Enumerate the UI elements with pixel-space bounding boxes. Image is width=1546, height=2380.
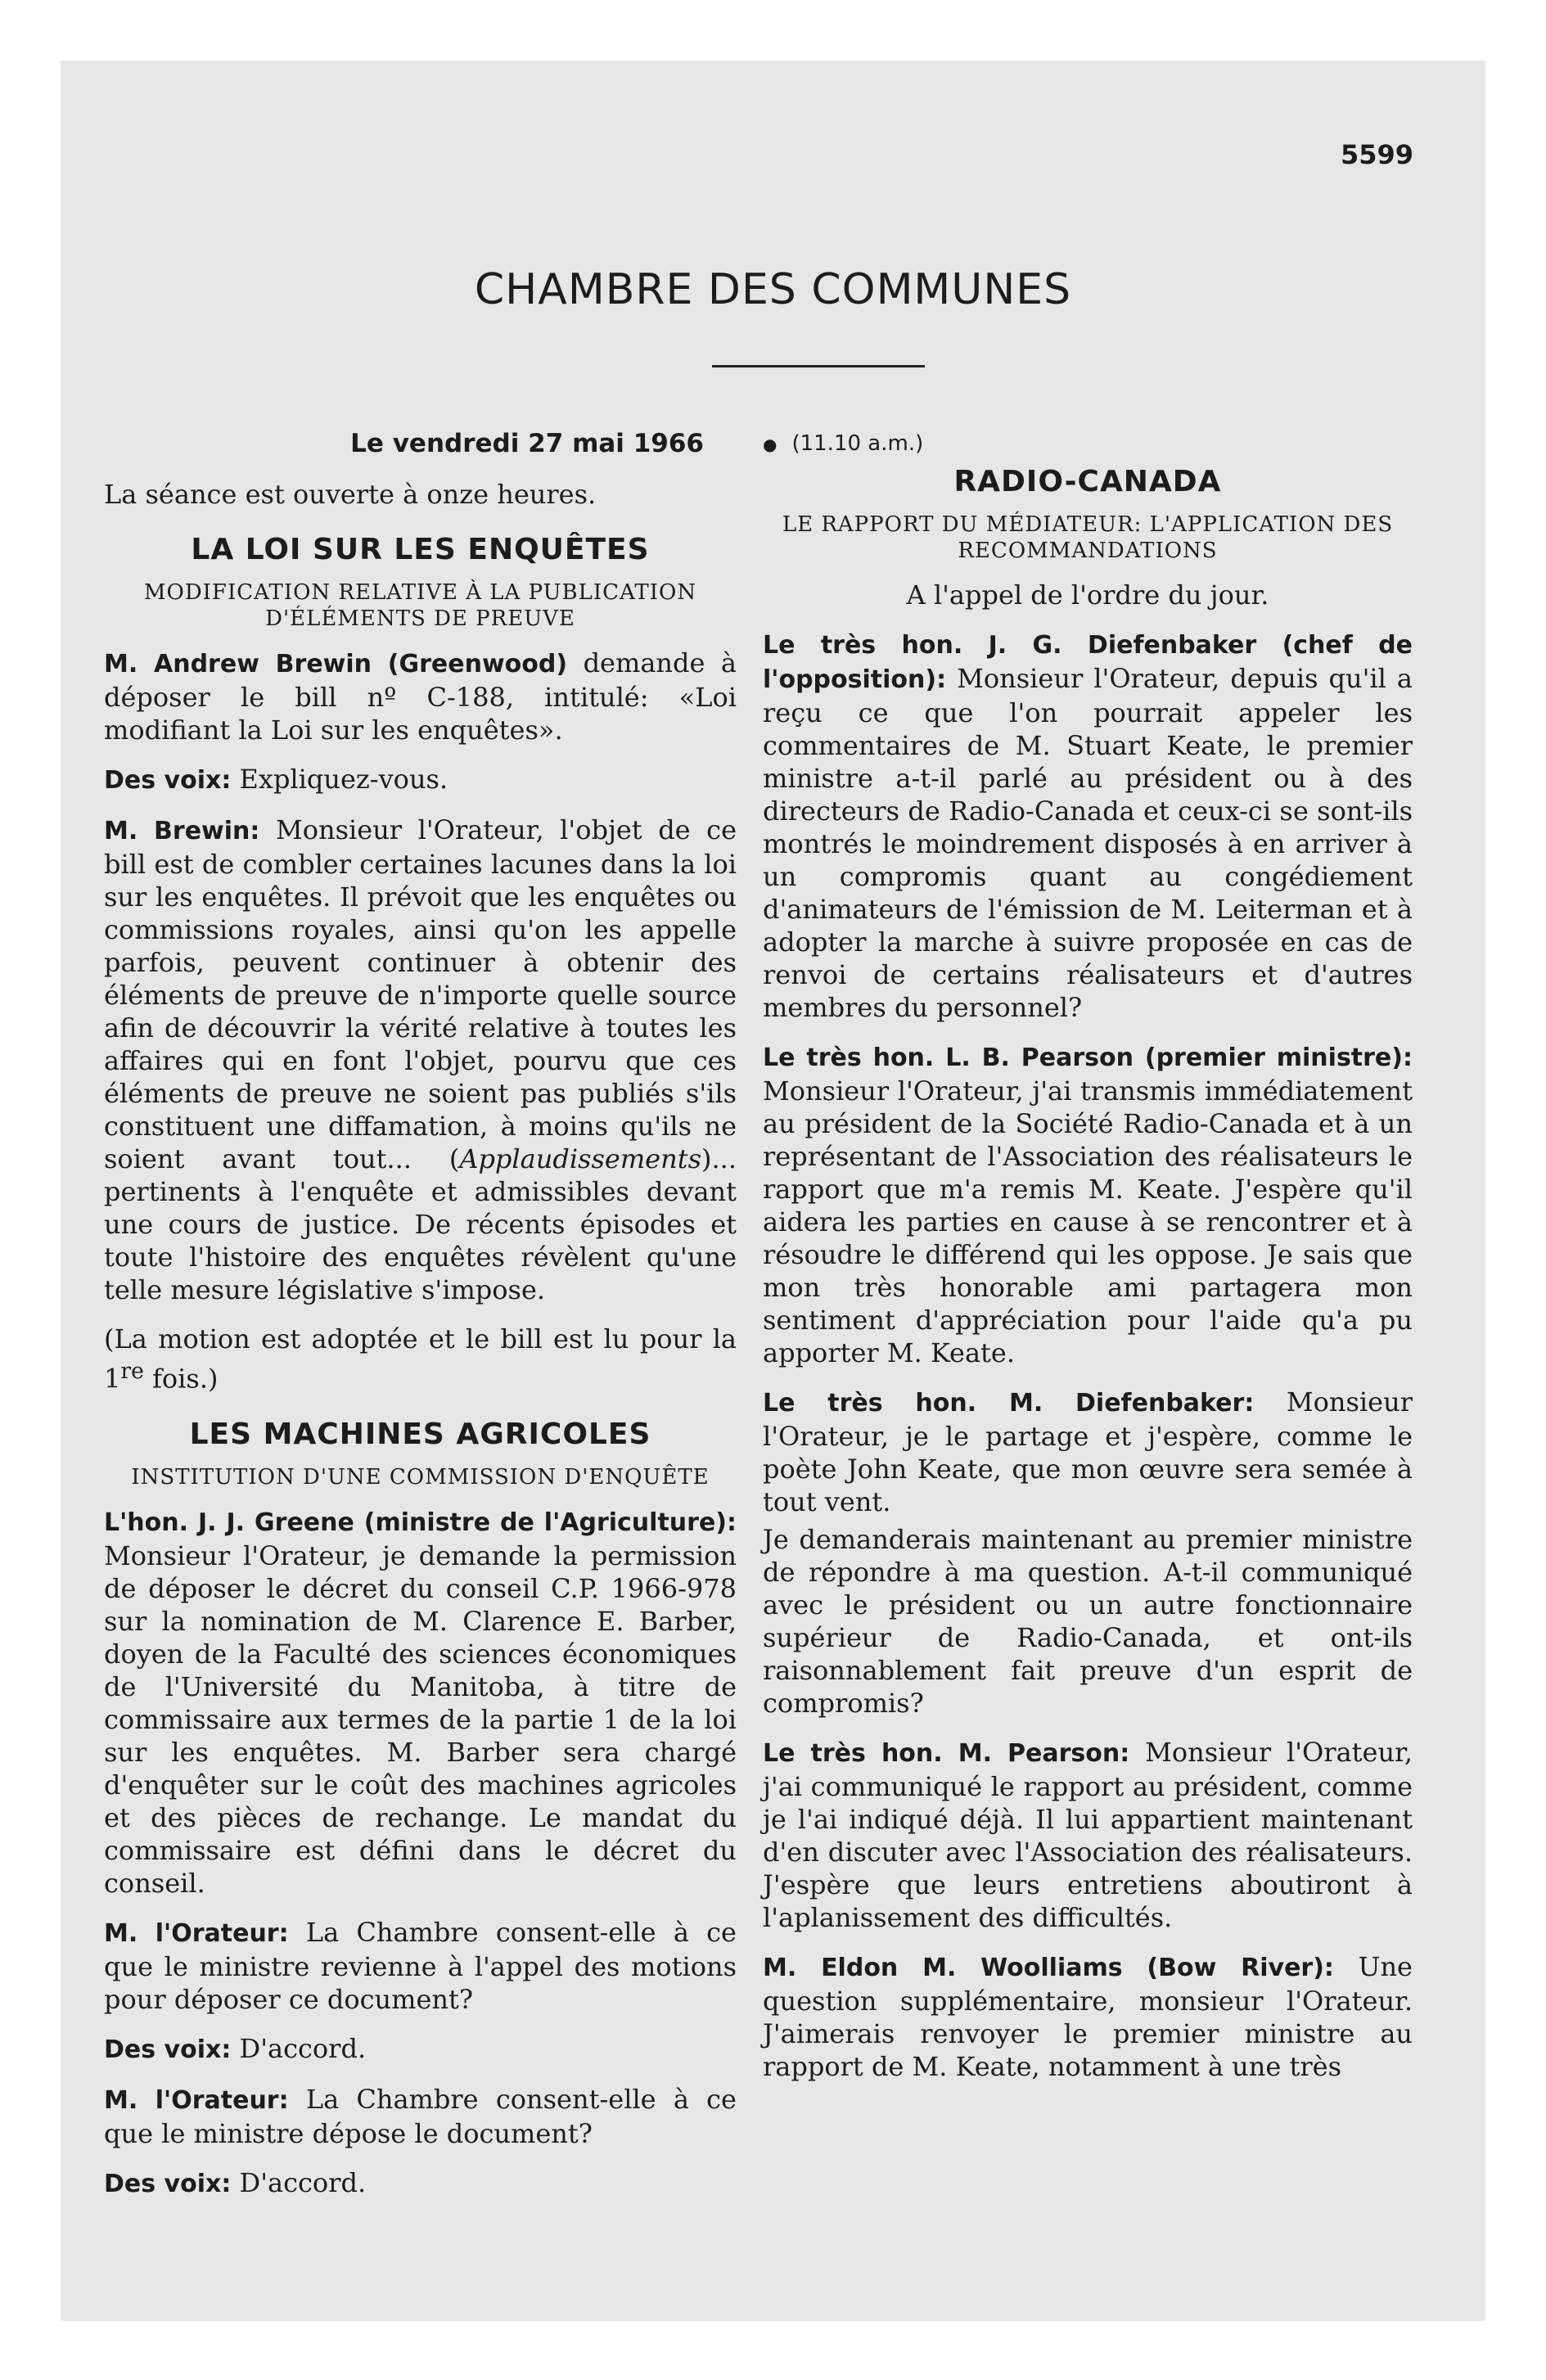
section-subheading-radio-canada: LE RAPPORT DU MÉDIATEUR: L'APPLICATION DES RECOMMANDATIONS: [782, 512, 1394, 563]
bullet-icon: ●: [763, 434, 778, 454]
paragraph: [104, 2083, 737, 2150]
paragraph: [104, 647, 737, 746]
speaker-name: M. l'Orateur:: [104, 1918, 289, 1948]
speech-text: D'accord.: [231, 2032, 367, 2064]
speech-text: demande à déposer le bill nº C-188, intitulé: «Loi modifiant la Loi sur les enquêtes».: [104, 647, 737, 746]
speaker-name: M. Eldon M. Woolliams (Bow River):: [763, 1953, 1334, 1982]
paragraph: [763, 1386, 1413, 1518]
speech-text: Monsieur l'Orateur, l'objet de ce bill est de combler certaines lacunes dans la loi sur les enquêtes. Il prévoit que les enquêtes ou commissions royales, ainsi qu'on les appelle parfois, peuvent continuer à obtenir des éléments de preuve de n'importe quelle source afin de découvrir la vérité relative à toutes les affaires qui en font l'objet, pourvu que ces éléments de preuve ne soient pas publiés s'ils constituent une diffamation, à moins qu'ils ne soient avant tout... (: [104, 814, 737, 1174]
paragraph: [104, 763, 737, 797]
speech-text: Monsieur l'Orateur, depuis qu'il a reçu ce que l'on pourrait appeler les commentaires de M. Stuart Keate, le premier ministre a-t-il parlé au président ou à des directeurs de Radio-Canada et ceux-ci se sont-ils montrés le moindrement disposés à en arriver à un compromis quant au congédiement d'animateurs de l'émission de M. Leiterman et à adopter la marche à suivre proposée en cas de renvoi de certains réalisateurs et d'autres membres du personnel?: [763, 662, 1413, 1023]
speech-text: Monsieur l'Orateur, je le partage et j'espère, comme le poète John Keate, que mon œuvre sera semée à tout vent.: [763, 1386, 1413, 1517]
opening-line: La séance est ouverte à onze heures.: [104, 479, 597, 510]
speech-text: La Chambre consent-elle à ce que le ministre dépose le document?: [104, 2083, 737, 2149]
page-title: CHAMBRE DES COMMUNES: [474, 265, 1072, 314]
motion-text: (La motion est adoptée et le bill est lu pour la 1: [104, 1323, 737, 1395]
paragraph: [104, 814, 737, 1306]
speaker-name: Le très hon. M. Pearson:: [763, 1738, 1130, 1768]
speaker-name: Le très hon. M. Diefenbaker:: [763, 1388, 1255, 1418]
speech-text: Monsieur l'Orateur, je demande la permission de déposer le décret du conseil C.P. 1966-978 sur la nomination de M. Clarence E. Barber, doyen de la Faculté des sciences économiques de l'Université du Manitoba, à titre de commissaire aux termes de la partie 1 de la loi sur les enquêtes. M. Barber sera chargé d'enquêter sur le coût des machines agricoles et des pièces de rechange. Le mandat du commissaire est défini dans le décret du conseil.: [104, 1539, 737, 1899]
time-text: (11.10 a.m.): [791, 431, 924, 456]
speech-text: D'accord.: [231, 2166, 367, 2198]
paragraph: [763, 1950, 1413, 2083]
time-stamp: [763, 427, 1413, 461]
right-column: [763, 427, 1413, 2099]
paragraph: [763, 1040, 1413, 1369]
motion-text: fois.): [143, 1363, 219, 1395]
speech-text: Une question supplémentaire, monsieur l'Orateur. J'aimerais renvoyer le premier ministre au rapport de M. Keate, notamment à une très: [763, 1950, 1413, 2082]
section-heading-enquetes: LA LOI SUR LES ENQUÊTES: [191, 533, 650, 566]
paragraph: [104, 2032, 737, 2067]
speech-text: Monsieur l'Orateur, j'ai communiqué le rapport au président, comme je l'ai indiqué déjà. Il lui appartient maintenant d'en discuter avec l'Association des réalisateurs. J'espère que leurs entretiens aboutiront à l'aplanissement des difficultés.: [763, 1736, 1413, 1933]
speaker-name: Des voix:: [104, 766, 232, 795]
paragraph: Je demanderais maintenant au premier ministre de répondre à ma question. A-t-il communiqué avec le président ou un autre fonctionnaire supérieur de Radio-Canada, et ont-ils raisonnablement fait preuve d'un esprit de compromis?: [763, 1523, 1413, 1719]
speaker-name: Des voix:: [104, 2169, 232, 2198]
italic-text: Applaudissements: [459, 1143, 701, 1174]
document-page: [61, 61, 1485, 2321]
speech-text: Monsieur l'Orateur, j'ai transmis immédiatement au président de la Société Radio-Canada et à un représentant de l'Association des réalisateurs le rapport que m'a remis M. Keate. J'espère qu'il aidera les parties en cause à se rencontrer et à résoudre le différend qui les oppose. Je sais que mon très honorable ami partagera mon sentiment d'appréciation pour l'aide qu'a pu apporter M. Keate.: [763, 1075, 1413, 1368]
speaker-name: L'hon. J. J. Greene (ministre de l'Agriculture):: [104, 1508, 737, 1537]
left-column: [104, 427, 737, 2217]
speaker-name: Des voix:: [104, 2035, 232, 2064]
paragraph: [104, 1505, 737, 1900]
paragraph: [763, 628, 1413, 1024]
section-heading-radio-canada: RADIO-CANADA: [953, 464, 1222, 498]
paragraph: [104, 1323, 737, 1395]
section-heading-machines: LES MACHINES AGRICOLES: [189, 1417, 651, 1451]
speaker-name: Le très hon. L. B. Pearson (premier ministre):: [763, 1043, 1413, 1072]
sitting-date: Le vendredi 27 mai 1966: [350, 429, 704, 458]
paragraph: [763, 1736, 1413, 1934]
order-of-day: A l'appel de l'ordre du jour.: [906, 579, 1269, 611]
page-number: 5599: [1340, 139, 1413, 170]
speech-text: La Chambre consent-elle à ce que le ministre revienne à l'appel des motions pour déposer ce document?: [104, 1916, 737, 2015]
speech-text: )... pertinents à l'enquête et admissibles devant une cours de justice. De récents épisodes et toute l'histoire des enquêtes révèlent qu'une telle mesure législative s'impose.: [104, 1143, 737, 1305]
speaker-name: Le très hon. J. G. Diefenbaker (chef de l'opposition):: [763, 630, 1413, 694]
paragraph: [104, 1916, 737, 2016]
title-rule: [712, 365, 925, 367]
paragraph: [104, 2166, 737, 2201]
speech-text: Expliquez-vous.: [231, 764, 448, 795]
section-subheading-enquetes: MODIFICATION RELATIVE À LA PUBLICATION D'ÉLÉMENTS DE PREUVE: [143, 580, 697, 631]
superscript: re: [120, 1359, 144, 1384]
speaker-name: M. l'Orateur:: [104, 2085, 289, 2115]
section-subheading-machines: INSTITUTION D'UNE COMMISSION D'ENQUÊTE: [131, 1464, 710, 1490]
speaker-name: M. Andrew Brewin (Greenwood): [104, 650, 568, 678]
speaker-name: M. Brewin:: [104, 817, 260, 845]
